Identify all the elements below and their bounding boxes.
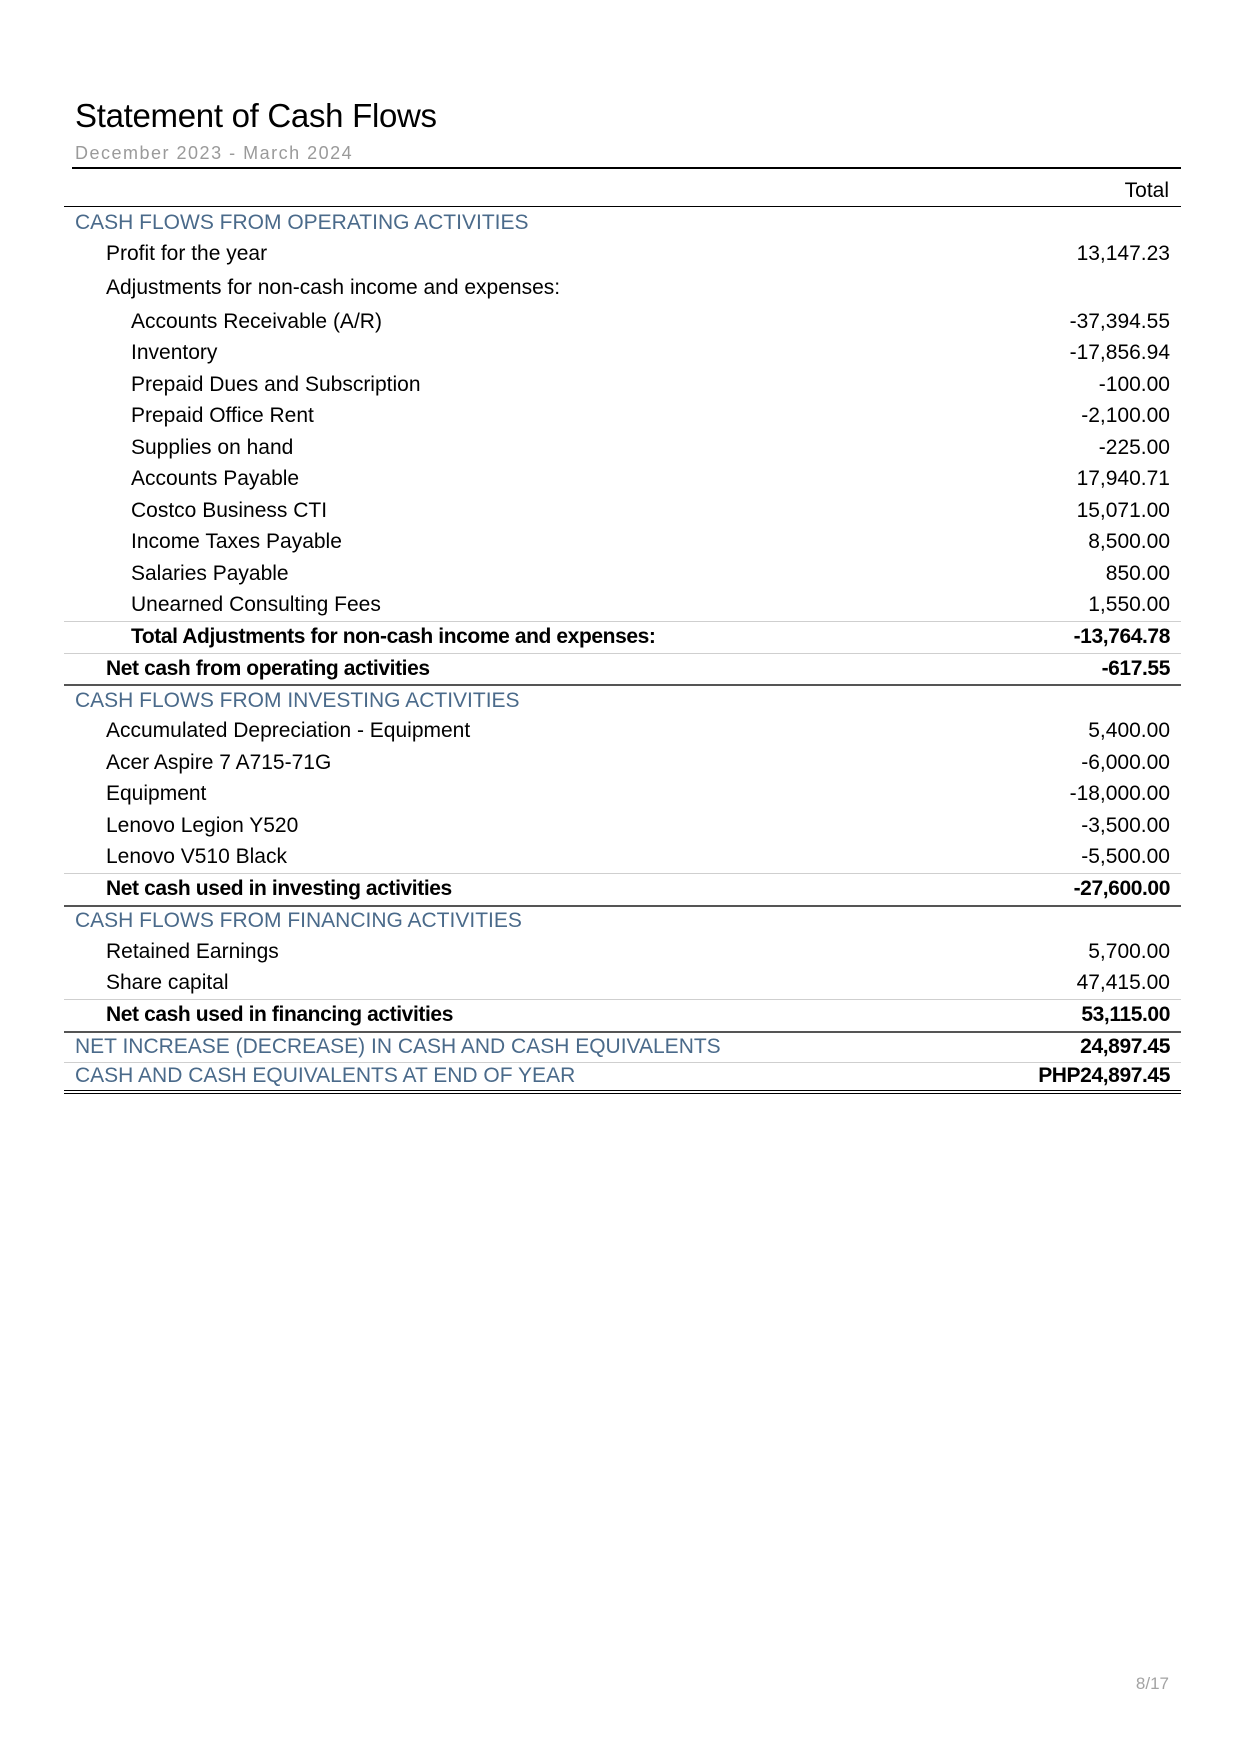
header-rule [72,167,1181,169]
row-amount: -225.00 [1098,435,1170,459]
row-label: Net cash from operating activities [106,656,430,680]
net-investing-row [64,873,1181,905]
row-amount: 5,700.00 [1088,939,1170,963]
row-amount: -3,500.00 [1081,813,1170,837]
report-page [64,0,1181,1755]
row-label: Retained Earnings [106,939,279,963]
row-label: Lenovo V510 Black [106,845,287,869]
line-item-row [64,842,1181,874]
row-label: Unearned Consulting Fees [131,593,381,617]
row-amount: -17,856.94 [1069,341,1170,365]
row-amount: 47,415.00 [1076,971,1170,995]
profit-row [64,239,1181,271]
line-item-row [64,369,1181,401]
line-item-row [64,747,1181,779]
row-label: Accumulated Depreciation - Equipment [106,719,471,743]
row-label: Income Taxes Payable [131,530,342,554]
investing-list [64,716,1181,874]
line-item-row [64,590,1181,622]
row-amount: 5,400.00 [1088,719,1170,743]
line-item-row [64,779,1181,811]
row-label: Share capital [106,971,229,995]
line-item-row [64,716,1181,748]
line-item-row [64,495,1181,527]
investing-section-header [64,684,1181,716]
row-label: Prepaid Office Rent [131,404,314,428]
row-label: Supplies on hand [131,435,294,459]
net-financing-row [64,999,1181,1031]
row-label: Equipment [106,782,207,806]
net-operating-row [64,653,1181,685]
total-adjustments-row [64,621,1181,653]
cash-flow-table [64,206,1181,1094]
row-label: Profit for the year [106,242,268,266]
financing-section-header [64,905,1181,937]
section-title: CASH FLOWS FROM FINANCING ACTIVITIES [75,909,522,933]
financing-list [64,936,1181,999]
row-amount: -13,764.78 [1073,625,1170,649]
line-item-row [64,558,1181,590]
operating-section-header [64,207,1181,239]
row-label: Net cash used in investing activities [106,877,452,901]
row-amount: 850.00 [1105,561,1170,585]
row-label: NET INCREASE (DECREASE) IN CASH AND CASH EQUIVALENTS [75,1035,721,1059]
row-label: Prepaid Dues and Subscription [131,372,421,396]
row-amount: -2,100.00 [1081,404,1170,428]
line-item-row [64,968,1181,1000]
line-item-row [64,464,1181,496]
column-header-total: Total [1124,179,1169,202]
page-number: 8/17 [1135,1674,1169,1693]
cash-end-of-year-row [64,1062,1181,1094]
row-label: Salaries Payable [131,561,289,585]
line-item-row [64,936,1181,968]
row-amount: PHP24,897.45 [1038,1064,1170,1088]
row-label: Acer Aspire 7 A715-71G [106,750,332,774]
row-label: Accounts Payable [131,467,300,491]
row-amount: -6,000.00 [1081,750,1170,774]
row-amount: -37,394.55 [1069,309,1170,333]
line-item-row [64,401,1181,433]
line-item-row [64,306,1181,338]
row-label: Accounts Receivable (A/R) [131,309,382,333]
row-amount: -100.00 [1098,372,1170,396]
line-item-row [64,527,1181,559]
adjustments-header-row [64,270,1181,306]
row-label: Net cash used in financing activities [106,1003,453,1027]
adjustments-list [64,306,1181,621]
row-label: CASH AND CASH EQUIVALENTS AT END OF YEAR [75,1064,576,1088]
row-amount: -18,000.00 [1069,782,1170,806]
line-item-row [64,810,1181,842]
row-amount: 53,115.00 [1081,1003,1170,1027]
report-period: December 2023 - March 2024 [75,143,354,163]
row-amount: 8,500.00 [1088,530,1170,554]
section-title: CASH FLOWS FROM OPERATING ACTIVITIES [75,210,529,234]
report-title: Statement of Cash Flows [75,97,437,134]
row-amount: 1,550.00 [1088,593,1170,617]
row-amount: -27,600.00 [1073,877,1170,901]
line-item-row [64,432,1181,464]
row-amount: 15,071.00 [1076,498,1170,522]
row-label: Adjustments for non-cash income and expenses: [106,276,561,299]
row-label: Lenovo Legion Y520 [106,813,299,837]
line-item-row [64,338,1181,370]
row-label: Costco Business CTI [131,498,328,522]
section-title: CASH FLOWS FROM INVESTING ACTIVITIES [75,688,520,712]
row-label: Total Adjustments for non-cash income and expenses: [131,625,656,649]
net-increase-row [64,1031,1181,1063]
row-amount: -617.55 [1101,656,1170,680]
row-amount: 24,897.45 [1080,1035,1170,1059]
row-amount: 13,147.23 [1076,242,1170,266]
row-label: Inventory [131,341,218,365]
row-amount: 17,940.71 [1076,467,1170,491]
row-amount: -5,500.00 [1081,845,1170,869]
